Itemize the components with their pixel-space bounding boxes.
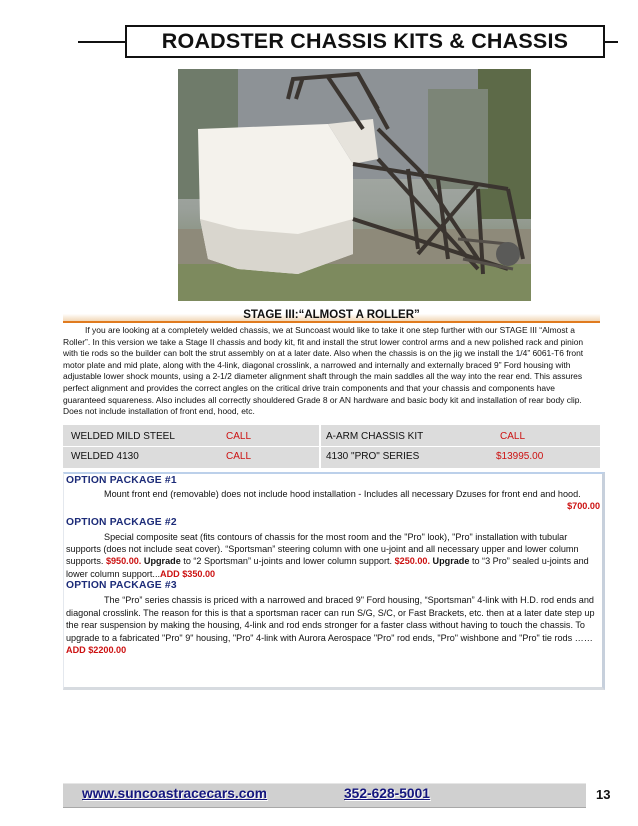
- price-value: CALL: [226, 451, 252, 462]
- option-package-3-price: ADD $2200.00: [66, 645, 127, 656]
- upgrade-price: ADD $350.00: [160, 568, 216, 579]
- option-package-1-price: $700.00: [567, 501, 600, 512]
- price-value: CALL: [226, 431, 252, 442]
- option-packages-panel: [63, 472, 605, 690]
- option-package-2-text: [66, 531, 600, 580]
- header-title-box: [125, 25, 605, 58]
- option-package-2-price: $950.00.: [105, 556, 142, 567]
- stage-description: [63, 325, 600, 418]
- stage-paragraph: If you are looking at a completely welded chassis, we at Suncoast would like to take it one step further with our STAGE III “Almost a Roller”. In this version we take a Stage II chassis and body kit, fit and install the strut lower control arms and a new polished rack and pinion with tie rods so the builder can bolt the strut assembly on at a later date. Also when the chassis is on the jig we install the 1/4” 6061-T6 front motor plate and mid plate, along with the 4-link, diagonal crosslink, a narrowed and internally and externally braced 9” Ford housing with adjustable lower shock mounts, using a 2-1/2 diameter alignment shaft through the main saddles all the way into the rear end. This assures perfect alignment and provides the correct angles on the critical drive train components and that your chassis and components have guaranteed squareness. Also includes all correctly shouldered Grade 8 or AN hardware and basic body kit and installation of rear body clip. Does not include installation of front end, hood, etc.: [63, 325, 584, 417]
- website-link[interactable]: www.suncoastracecars.com: [82, 786, 268, 801]
- stage-heading-band: [63, 305, 600, 323]
- phone-number[interactable]: 352-628-5001: [344, 786, 430, 801]
- option-package-3-heading: OPTION PACKAGE #3: [66, 580, 177, 591]
- option-package-1-description: Mount front end (removable) does not include hood installation - Includes all necessary Dzuses for front end and hood.: [104, 489, 581, 499]
- upgrade-description: to “3 Pro” sealed u-joints and lower column support...: [66, 556, 589, 579]
- upgrade-label: Upgrade: [432, 556, 470, 567]
- upgrade-description: to “2 Sportsman” u-joints and lower column support.: [183, 556, 393, 567]
- chassis-photo: [178, 69, 531, 301]
- header-rule-left: [78, 41, 126, 43]
- price-row: [63, 427, 600, 447]
- option-package-1-text: [66, 488, 600, 512]
- price-item: A-ARM CHASSIS KIT: [326, 431, 424, 442]
- price-row: [63, 447, 600, 467]
- option-package-3-text: [66, 594, 600, 657]
- option-package-1-heading: OPTION PACKAGE #1: [66, 475, 177, 486]
- price-value: $13995.00: [496, 451, 544, 462]
- page-number: 13: [596, 787, 611, 802]
- header-rule-right: [604, 41, 618, 43]
- option-package-3-description: The “Pro” series chassis is priced with a narrowed and braced 9" Ford housing, “Sportsman” 4-link with H.D. rod ends and diagonal crosslink. The reason for this is that a sportsman racer can run S/G, S/C, or Fast Brackets, etc. then at a later date step up the rear suspension by making the housing, 4-link and rod ends stronger for a faster class without having to touch the chassis. To upgrade to a fabricated "Pro" 9" housing, "Pro" 4-link with Aurora Aerospace "Pro" rod ends, "Pro" wishbone and "Pro" tie rods ……: [66, 595, 595, 643]
- upgrade-price: $250.00.: [394, 556, 430, 567]
- option-package-2-heading: OPTION PACKAGE #2: [66, 517, 177, 528]
- price-item: 4130 "PRO" SERIES: [326, 451, 420, 462]
- price-item: WELDED MILD STEEL: [71, 431, 175, 442]
- option-package-2-description: Special composite seat (fits contours of chassis for the most room and the "Pro" look), "Pro" installation with tubular supports (does not include seat cover). “Sportsman” steering column with one u-joint and all necessary upper and lower column supports.: [66, 532, 579, 567]
- roadster-chassis-illustration: [178, 69, 531, 301]
- page-title: ROADSTER CHASSIS KITS & CHASSIS: [161, 29, 569, 53]
- stage-heading: STAGE III:“ALMOST A ROLLER”: [243, 309, 420, 321]
- price-item: WELDED 4130: [71, 451, 139, 462]
- price-table: [63, 425, 600, 468]
- price-value: CALL: [500, 431, 526, 442]
- upgrade-label: Upgrade: [143, 556, 181, 567]
